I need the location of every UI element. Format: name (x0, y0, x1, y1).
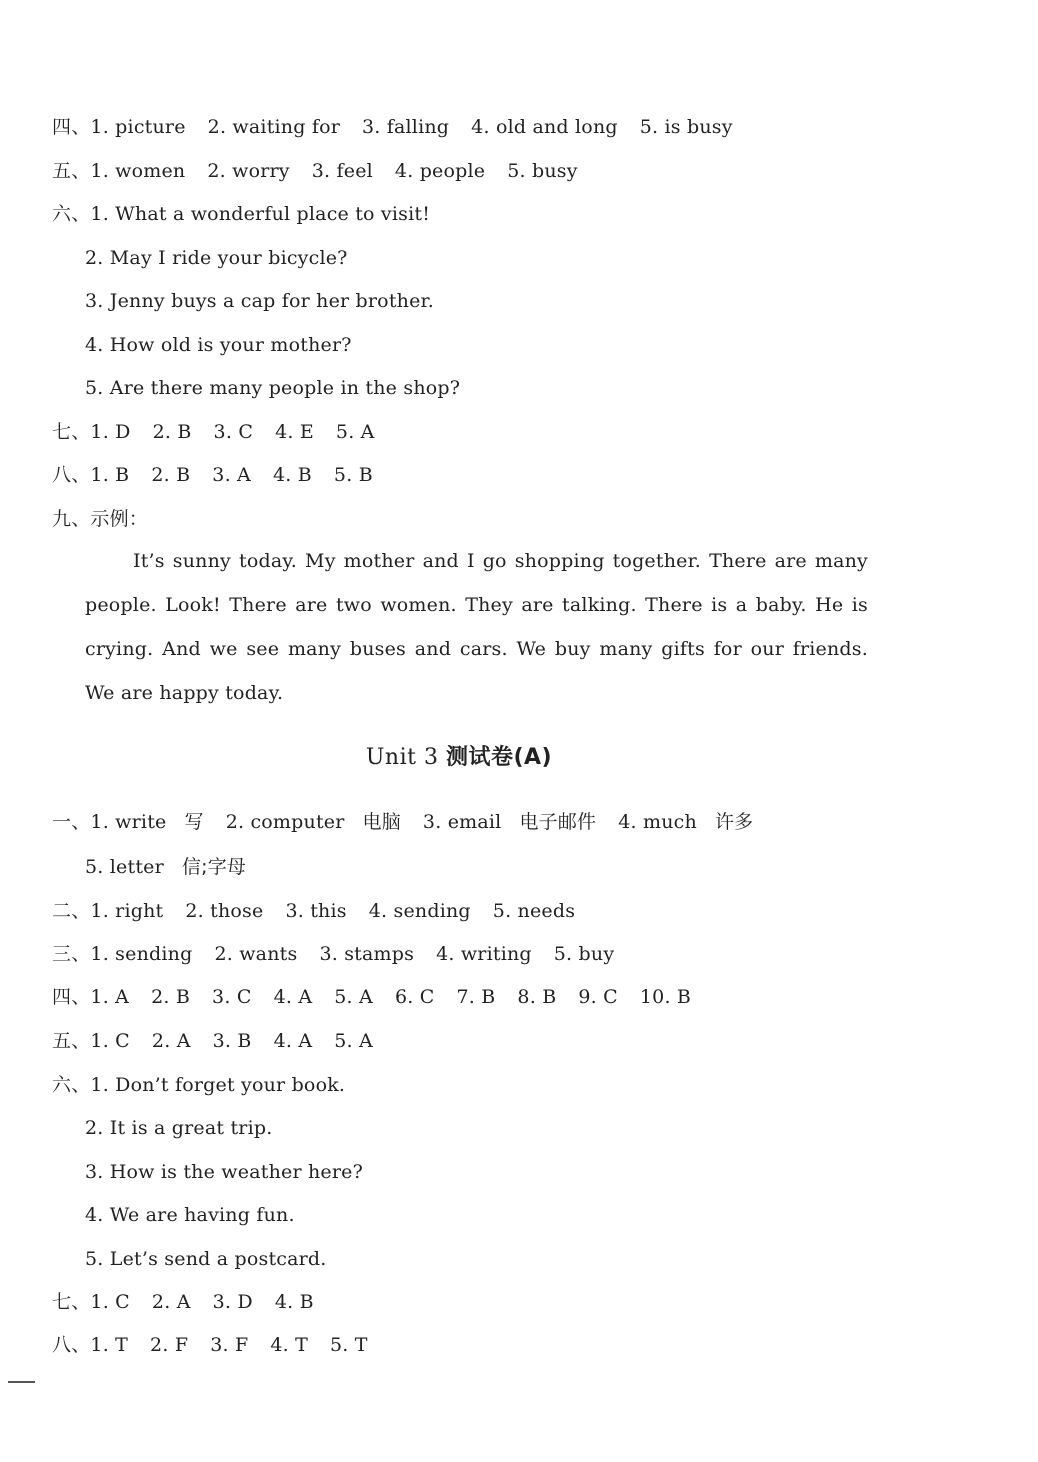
answer-item: 4. people (394, 160, 486, 182)
answer-item: 9. C (578, 986, 618, 1008)
answer-item: 5. is busy (639, 116, 733, 138)
section-number: 三、 (52, 943, 91, 965)
answer-item: 1. right (90, 900, 164, 922)
answer-item: 8. B (517, 986, 557, 1008)
answer-item: 2. wants (214, 943, 298, 965)
section-number: 五、 (52, 1030, 91, 1052)
section-number: 一、 (52, 811, 91, 833)
answer-item: 3. feel (311, 160, 373, 182)
answer-item: 1. picture (90, 116, 186, 138)
s1-q6-answer-3: 3. Jenny buys a cap for her brother. (85, 290, 434, 312)
s1-q4-answers (52, 114, 733, 140)
answer-item: 2. B (152, 421, 192, 443)
answer-item: 7. B (456, 986, 496, 1008)
u3-q4-answers (52, 984, 691, 1010)
answer-item: 3. falling (362, 116, 450, 138)
answer-sentence: 1. Don’t forget your book. (90, 1074, 346, 1096)
vocab-cn: 写 (184, 811, 204, 833)
answer-item: 2. B (151, 986, 191, 1008)
unit3-title (0, 743, 918, 773)
vocab-item (423, 811, 596, 833)
s1-q6-answer-5: 5. Are there many people in the shop? (85, 377, 461, 399)
vocab-item (85, 856, 246, 878)
u3-q7-answers (52, 1289, 314, 1315)
answer-item: 5. A (334, 1030, 373, 1052)
section-number: 八、 (52, 464, 91, 486)
answer-item: 6. C (394, 986, 435, 1008)
section-number: 五、 (52, 160, 91, 182)
answer-item: 1. A (90, 986, 130, 1008)
vocab-cn: 电子邮件 (519, 811, 597, 833)
vocab-en: 5. letter (85, 856, 164, 878)
section-number: 七、 (52, 1291, 91, 1313)
u3-q6-answer-2: 2. It is a great trip. (85, 1117, 273, 1139)
vocab-en: 3. email (422, 811, 502, 833)
answer-item: 5. A (334, 986, 373, 1008)
s1-q6-answer-2: 2. May I ride your bicycle? (85, 247, 348, 269)
s1-q6-answer-1 (52, 201, 430, 227)
answer-item: 2. those (185, 900, 264, 922)
answer-item: 4. sending (368, 900, 471, 922)
footer-rule (8, 1381, 35, 1383)
answer-item: 4. B (272, 464, 312, 486)
u3-q1-answers-row2 (85, 854, 246, 880)
u3-q2-answers (52, 898, 575, 924)
s1-q9-sample-paragraph: It’s sunny today. My mother and I go shopping together. There are many people. Look! There are two women. They are talking. There is a baby. He is crying. And we see many buses and cars. We buy many gifts for our friends. We are happy today. (85, 550, 868, 704)
answer-item: 5. busy (507, 160, 578, 182)
answer-item: 4. A (273, 986, 313, 1008)
answer-item: 3. this (285, 900, 347, 922)
vocab-cn: 信;字母 (181, 856, 247, 878)
answer-item: 3. C (212, 986, 252, 1008)
answer-item: 1. D (90, 421, 131, 443)
answer-item: 5. T (330, 1334, 368, 1356)
answer-item: 5. B (333, 464, 373, 486)
vocab-item (90, 811, 203, 833)
answer-item: 3. A (212, 464, 251, 486)
u3-q1-answers-row1 (52, 809, 753, 835)
answer-item: 1. C (90, 1030, 130, 1052)
answer-item: 4. T (270, 1334, 308, 1356)
answer-item: 2. waiting for (207, 116, 340, 138)
vocab-en: 4. much (618, 811, 697, 833)
u3-q6-answer-5: 5. Let’s send a postcard. (85, 1248, 327, 1270)
section-number: 四、 (52, 986, 91, 1008)
example-label: 示例： (90, 508, 149, 530)
vocab-cn: 许多 (714, 811, 754, 833)
answer-item: 4. E (275, 421, 314, 443)
s1-q6-answer-4: 4. How old is your mother? (85, 334, 352, 356)
s1-q5-answers (52, 158, 578, 184)
answer-item: 2. F (150, 1334, 189, 1356)
answer-item: 3. stamps (319, 943, 415, 965)
answer-item: 5. needs (492, 900, 576, 922)
s1-q7-answers (52, 419, 375, 445)
answer-item: 2. A (151, 1030, 191, 1052)
answer-item: 3. C (213, 421, 254, 443)
answer-item: 1. C (90, 1291, 130, 1313)
vocab-item (618, 811, 753, 833)
answer-item: 1. B (90, 464, 130, 486)
answer-item: 2. worry (207, 160, 290, 182)
answer-item: 5. buy (553, 943, 615, 965)
answer-item: 3. B (212, 1030, 252, 1052)
answer-item: 4. writing (436, 943, 532, 965)
u3-q5-answers (52, 1028, 373, 1054)
section-number: 六、 (52, 1074, 91, 1096)
answer-item: 2. B (151, 464, 191, 486)
vocab-en: 1. write (90, 811, 167, 833)
u3-q3-answers (52, 941, 614, 967)
s1-q9-label (52, 506, 148, 532)
vocab-item (226, 811, 401, 833)
u3-q6-answer-3: 3. How is the weather here? (85, 1161, 363, 1183)
section-number: 八、 (52, 1334, 91, 1356)
answer-item: 3. F (210, 1334, 249, 1356)
answer-item: 10. B (639, 986, 692, 1008)
section-number: 六、 (52, 203, 91, 225)
answer-item: 4. old and long (471, 116, 618, 138)
u3-q6-answer-4: 4. We are having fun. (85, 1204, 295, 1226)
answer-item: 1. T (90, 1334, 129, 1356)
unit3-title-cn: 测试卷(A) (445, 745, 553, 770)
u3-q8-answers (52, 1332, 368, 1358)
section-number: 九、 (52, 508, 91, 530)
s1-q8-answers (52, 462, 373, 488)
answer-item: 1. sending (90, 943, 193, 965)
answer-item: 4. A (273, 1030, 313, 1052)
answer-sentence: 1. What a wonderful place to visit! (90, 203, 431, 225)
section-number: 七、 (52, 421, 91, 443)
answer-item: 3. D (212, 1291, 253, 1313)
vocab-en: 2. computer (225, 811, 345, 833)
answer-item: 1. women (90, 160, 186, 182)
section-number: 二、 (52, 900, 91, 922)
unit3-title-en: Unit 3 (365, 745, 439, 770)
section-number: 四、 (52, 116, 91, 138)
answer-item: 2. A (151, 1291, 191, 1313)
u3-q6-answer-1 (52, 1072, 345, 1098)
answer-item: 4. B (274, 1291, 314, 1313)
answer-item: 5. A (335, 421, 375, 443)
vocab-cn: 电脑 (362, 811, 401, 833)
